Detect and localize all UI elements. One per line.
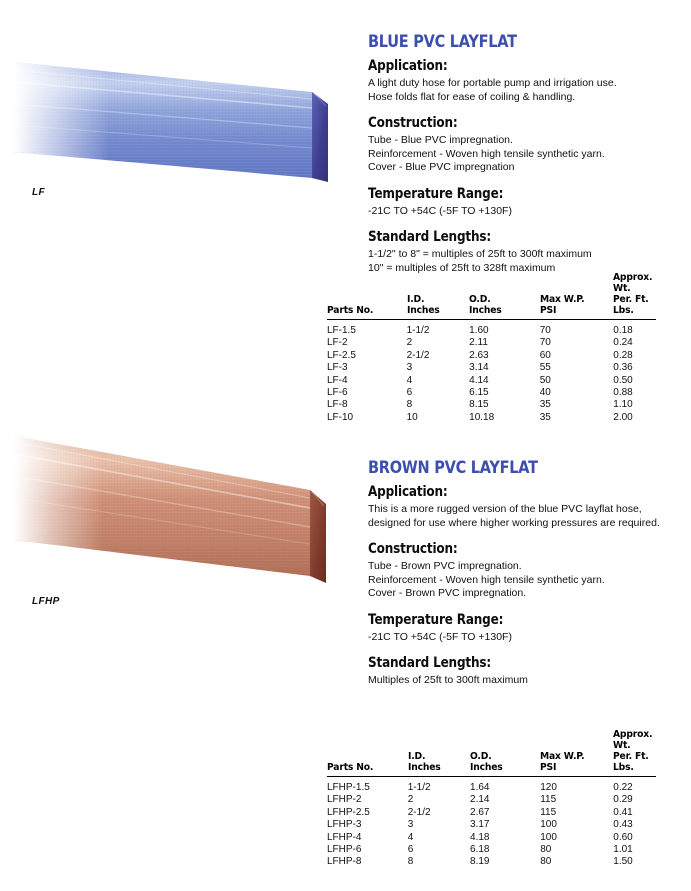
- table-cell: LF-3: [327, 362, 348, 374]
- table-cell: LF-8: [327, 399, 348, 411]
- brown-layflat-hose-image: [12, 428, 342, 603]
- column-header-parts-no: Parts No.: [327, 272, 400, 320]
- table-cell: 10: [406, 411, 418, 423]
- photo-label-lfhp: LFHP: [32, 596, 60, 607]
- application-line: Hose folds flat for ease of coiling & handling.: [368, 90, 576, 103]
- table-cell: 35: [539, 399, 551, 411]
- table-cell: LF-1.5: [327, 325, 356, 336]
- column-header-parts-no: Parts No.: [327, 729, 401, 777]
- temperature-range-value: -21C TO +54C (-5F TO +130F): [368, 204, 512, 217]
- column-header-od-inches: O.D. Inches: [470, 729, 535, 777]
- column-header-approx-weight: Approx. Wt. Per. Ft. Lbs.: [613, 729, 652, 777]
- standard-lengths-line: 1-1/2" to 8" = multiples of 25ft to 300ft maximum: [368, 248, 592, 260]
- table-cell: LFHP-4: [327, 831, 362, 843]
- table-cell: 80: [540, 856, 552, 868]
- table-row: [327, 777, 656, 795]
- table-row: [327, 832, 656, 844]
- table-cell: 55: [539, 362, 551, 374]
- table-header-row: [327, 272, 656, 320]
- application-heading: Application:: [368, 58, 448, 74]
- table-cell: 60: [539, 349, 551, 361]
- blue-layflat-hose-image: [12, 30, 342, 195]
- table-cell: 6.18: [470, 844, 490, 856]
- table-row: [327, 337, 656, 349]
- table-cell: 115: [540, 806, 557, 818]
- table-cell: 70: [539, 325, 551, 336]
- table-cell: LFHP-2.5: [327, 806, 370, 818]
- photo-label-lf: LF: [32, 187, 46, 198]
- table-cell: 8: [407, 856, 414, 868]
- construction-line: Tube - Brown PVC impregnation.: [368, 560, 522, 572]
- table-cell: 0.36: [613, 362, 633, 374]
- table-cell: 0.43: [613, 819, 633, 831]
- construction-heading: Construction:: [368, 541, 458, 557]
- column-header-id-inches: I.D. Inches: [407, 272, 465, 320]
- table-cell: 0.41: [613, 806, 633, 818]
- table-cell: 0.22: [613, 782, 633, 793]
- column-header-max-wp-psi: Max W.P. PSI: [540, 729, 607, 777]
- construction-line: Cover - Blue PVC impregnation: [368, 161, 515, 173]
- table-cell: 50: [539, 374, 551, 386]
- table-cell: 6: [407, 844, 414, 856]
- table-row: [327, 399, 656, 411]
- table-header-row: [327, 729, 656, 777]
- table-cell: 3: [406, 362, 413, 374]
- construction-line: Tube - Blue PVC impregnation.: [368, 134, 513, 146]
- application-line: This is a more rugged version of the blue PVC layflat hose,: [368, 503, 642, 515]
- construction-line: Reinforcement - Woven high tensile synthetic yarn.: [368, 573, 605, 586]
- table-cell: 1.50: [613, 856, 633, 868]
- table-cell: 0.88: [613, 387, 633, 399]
- table-cell: 2.14: [470, 794, 490, 806]
- temperature-range-heading: Temperature Range:: [368, 611, 504, 628]
- table-cell: 40: [539, 387, 551, 399]
- table-cell: 3.17: [470, 819, 490, 831]
- table-cell: 0.24: [613, 337, 633, 349]
- table-cell: LF-2.5: [327, 349, 356, 361]
- table-cell: 3.14: [469, 362, 489, 374]
- table-cell: 0.18: [613, 325, 633, 336]
- column-header-max-wp-psi: Max W.P. PSI: [540, 272, 608, 320]
- table-cell: 1-1/2: [406, 325, 430, 336]
- table-cell: 4.14: [469, 374, 489, 386]
- table-cell: 1.64: [470, 782, 490, 793]
- table-cell: 4: [407, 831, 414, 843]
- application-heading: Application:: [368, 484, 448, 500]
- table-row: [327, 856, 656, 868]
- table-cell: LF-10: [327, 411, 354, 423]
- standard-lengths-heading: Standard Lengths:: [368, 655, 492, 671]
- table-cell: 3: [407, 819, 414, 831]
- table-cell: 2: [407, 794, 414, 806]
- product-title-brown: BROWN PVC LAYFLAT: [368, 458, 538, 477]
- table-cell: 0.50: [613, 374, 633, 386]
- table-cell: 2.11: [469, 337, 488, 349]
- table-cell: 0.29: [613, 794, 633, 806]
- spec-table-lfhp: [327, 729, 656, 869]
- table-cell: 8.19: [470, 856, 490, 868]
- application-line: A light duty hose for portable pump and irrigation use.: [368, 77, 617, 89]
- table-cell: 35: [539, 411, 551, 423]
- table-cell: 6: [406, 387, 413, 399]
- table-row: [327, 412, 656, 424]
- column-header-od-inches: O.D. Inches: [469, 272, 534, 320]
- table-cell: LFHP-1.5: [327, 782, 370, 793]
- table-cell: 115: [540, 794, 557, 806]
- table-row: [327, 807, 656, 819]
- table-cell: 8: [406, 399, 413, 411]
- table-cell: 0.28: [613, 349, 633, 361]
- table-cell: 1-1/2: [407, 782, 431, 793]
- column-header-approx-weight: Approx. Wt. Per. Ft. Lbs.: [613, 272, 652, 320]
- column-header-id-inches: I.D. Inches: [408, 729, 465, 777]
- table-cell: 0.60: [613, 831, 633, 843]
- temperature-range-value: -21C TO +54C (-5F TO +130F): [368, 630, 512, 643]
- table-cell: LF-4: [327, 374, 348, 386]
- table-row: [327, 350, 656, 362]
- table-cell: 8.15: [469, 399, 489, 411]
- construction-line: Reinforcement - Woven high tensile synthetic yarn.: [368, 147, 605, 160]
- standard-lengths-line: Multiples of 25ft to 300ft maximum: [368, 674, 528, 686]
- table-cell: 2-1/2: [406, 349, 430, 361]
- table-row: [327, 362, 656, 374]
- table-cell: 10.18: [469, 411, 495, 423]
- table-row: [327, 375, 656, 387]
- standard-lengths-line: 10" = multiples of 25ft to 328ft maximum: [368, 261, 556, 274]
- table-row: [327, 794, 656, 806]
- construction-heading: Construction:: [368, 115, 458, 131]
- table-cell: 2.63: [469, 349, 489, 361]
- table-cell: LFHP-8: [327, 856, 362, 868]
- product-spec-blue: [368, 32, 688, 275]
- table-cell: 6.15: [469, 387, 489, 399]
- table-cell: 100: [540, 831, 557, 843]
- spec-table-lf-body: [327, 320, 656, 425]
- table-cell: LF-6: [327, 387, 348, 399]
- table-cell: 2.67: [470, 806, 490, 818]
- product-photo-blue: [12, 30, 342, 195]
- table-row: [327, 844, 656, 856]
- table-cell: 4.18: [470, 831, 490, 843]
- table-cell: LFHP-2: [327, 794, 362, 806]
- table-row: [327, 320, 656, 338]
- table-cell: LFHP-6: [327, 844, 362, 856]
- table-cell: 1.01: [613, 844, 633, 856]
- construction-line: Cover - Brown PVC impregnation.: [368, 587, 527, 599]
- table-cell: 2: [406, 337, 413, 349]
- table-cell: 2-1/2: [407, 806, 431, 818]
- table-cell: 70: [539, 337, 551, 349]
- temperature-range-heading: Temperature Range:: [368, 185, 504, 202]
- table-cell: 80: [540, 844, 552, 856]
- table-cell: LF-2: [327, 337, 348, 349]
- product-photo-brown: [12, 428, 342, 603]
- table-cell: 1.10: [613, 399, 633, 411]
- product-spec-brown: [368, 458, 688, 688]
- table-cell: 100: [540, 819, 557, 831]
- product-title-blue: BLUE PVC LAYFLAT: [368, 32, 517, 51]
- spec-table-lfhp-body: [327, 777, 656, 869]
- table-cell: 2.00: [613, 411, 633, 423]
- application-line: designed for use where higher working pressures are required.: [368, 516, 660, 529]
- spec-table-lf: [327, 272, 656, 424]
- table-cell: 4: [406, 374, 413, 386]
- table-cell: 1.60: [469, 325, 489, 336]
- standard-lengths-heading: Standard Lengths:: [368, 229, 492, 245]
- table-cell: LFHP-3: [327, 819, 362, 831]
- table-row: [327, 819, 656, 831]
- table-row: [327, 387, 656, 399]
- table-cell: 120: [540, 782, 557, 793]
